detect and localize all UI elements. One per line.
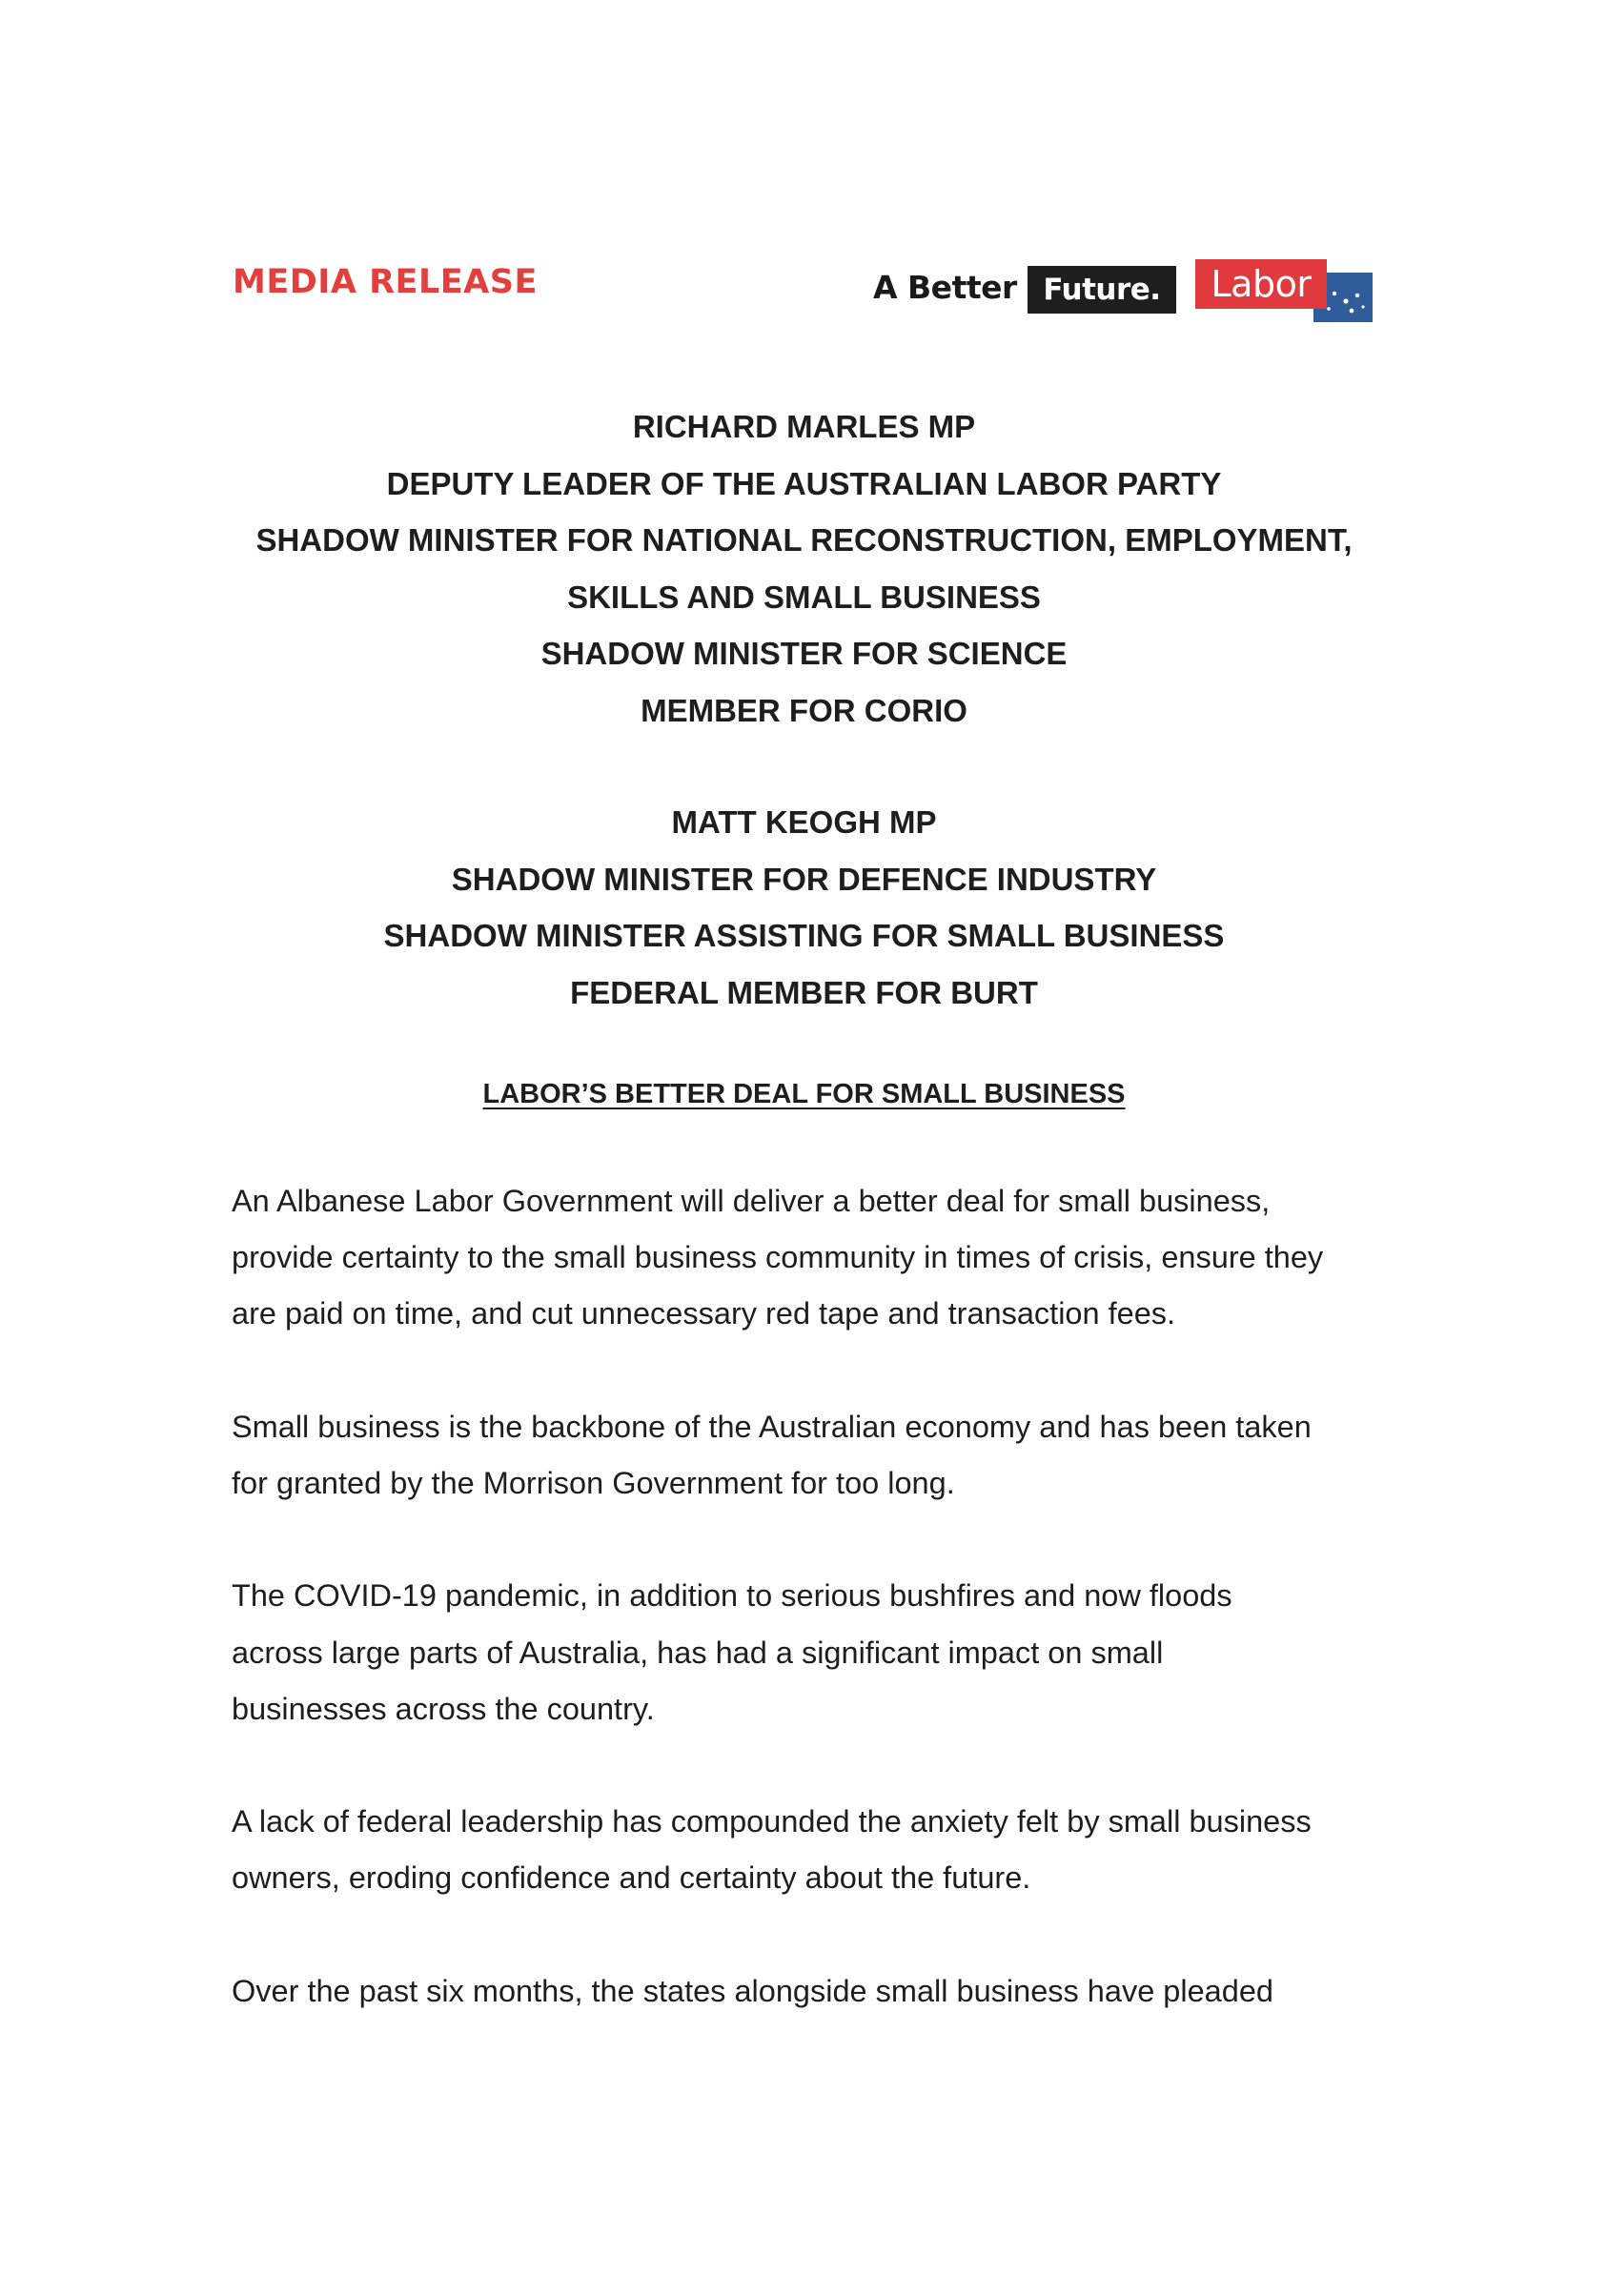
labor-logo <box>1195 259 1378 324</box>
member-line: FEDERAL MEMBER FOR BURT <box>570 974 1038 1010</box>
paragraph-line: Over the past six months, the states alongside small business have pleaded <box>232 1973 1273 2008</box>
paragraph-line: The COVID-19 pandemic, in addition to serious bushfires and now floods <box>232 1578 1232 1614</box>
paragraph-line: An Albanese Labor Government will deliver a better deal for small business, <box>232 1184 1271 1218</box>
member-block-marles <box>0 398 1608 739</box>
paragraph <box>232 1173 1385 1343</box>
tagline-prefix: A Better <box>873 269 1017 306</box>
release-title: LABOR’S BETTER DEAL FOR SMALL BUSINESS <box>482 1079 1126 1109</box>
member-block-keogh <box>0 794 1608 1021</box>
paragraph-line: for granted by the Morrison Government for too long. <box>232 1466 955 1500</box>
member-line: SHADOW MINISTER FOR DEFENCE INDUSTRY <box>451 861 1157 897</box>
paragraph-line: provide certainty to the small business community in times of crisis, ensure they <box>232 1240 1324 1275</box>
member-line: RICHARD MARLES MP <box>632 409 976 444</box>
paragraph-line: businesses across the country. <box>232 1691 655 1726</box>
paragraph <box>232 1963 1385 2020</box>
release-body <box>232 1173 1385 2076</box>
media-release-label: MEDIA RELEASE <box>233 263 538 301</box>
member-line: SKILLS AND SMALL BUSINESS <box>567 579 1041 615</box>
paragraph-line: are paid on time, and cut unnecessary red tape and transaction fees. <box>232 1296 1176 1331</box>
paragraph-line: across large parts of Australia, has had a significant impact on small <box>232 1635 1164 1670</box>
member-line: SHADOW MINISTER FOR NATIONAL RECONSTRUCTION, EMPLOYMENT, <box>255 522 1353 558</box>
member-line: MEMBER FOR CORIO <box>641 692 967 728</box>
paragraph <box>232 1794 1385 1906</box>
brand-logos <box>873 259 1378 324</box>
tagline-future-box: Future. <box>1028 266 1176 314</box>
member-line: DEPUTY LEADER OF THE AUSTRALIAN LABOR PARTY <box>386 465 1222 501</box>
member-line: SHADOW MINISTER ASSISTING FOR SMALL BUSINESS <box>383 918 1225 953</box>
member-line: MATT KEOGH MP <box>671 804 937 840</box>
labor-wordmark: Labor <box>1195 259 1327 309</box>
paragraph <box>232 1568 1385 1737</box>
paragraph-line: owners, eroding confidence and certainty about the future. <box>232 1860 1031 1896</box>
member-line: SHADOW MINISTER FOR SCIENCE <box>540 636 1068 671</box>
paragraph <box>232 1399 1385 1512</box>
paragraph-line: A lack of federal leadership has compounded the anxiety felt by small business <box>232 1804 1312 1839</box>
paragraph-line: Small business is the backbone of the Australian economy and has been taken <box>232 1409 1312 1444</box>
